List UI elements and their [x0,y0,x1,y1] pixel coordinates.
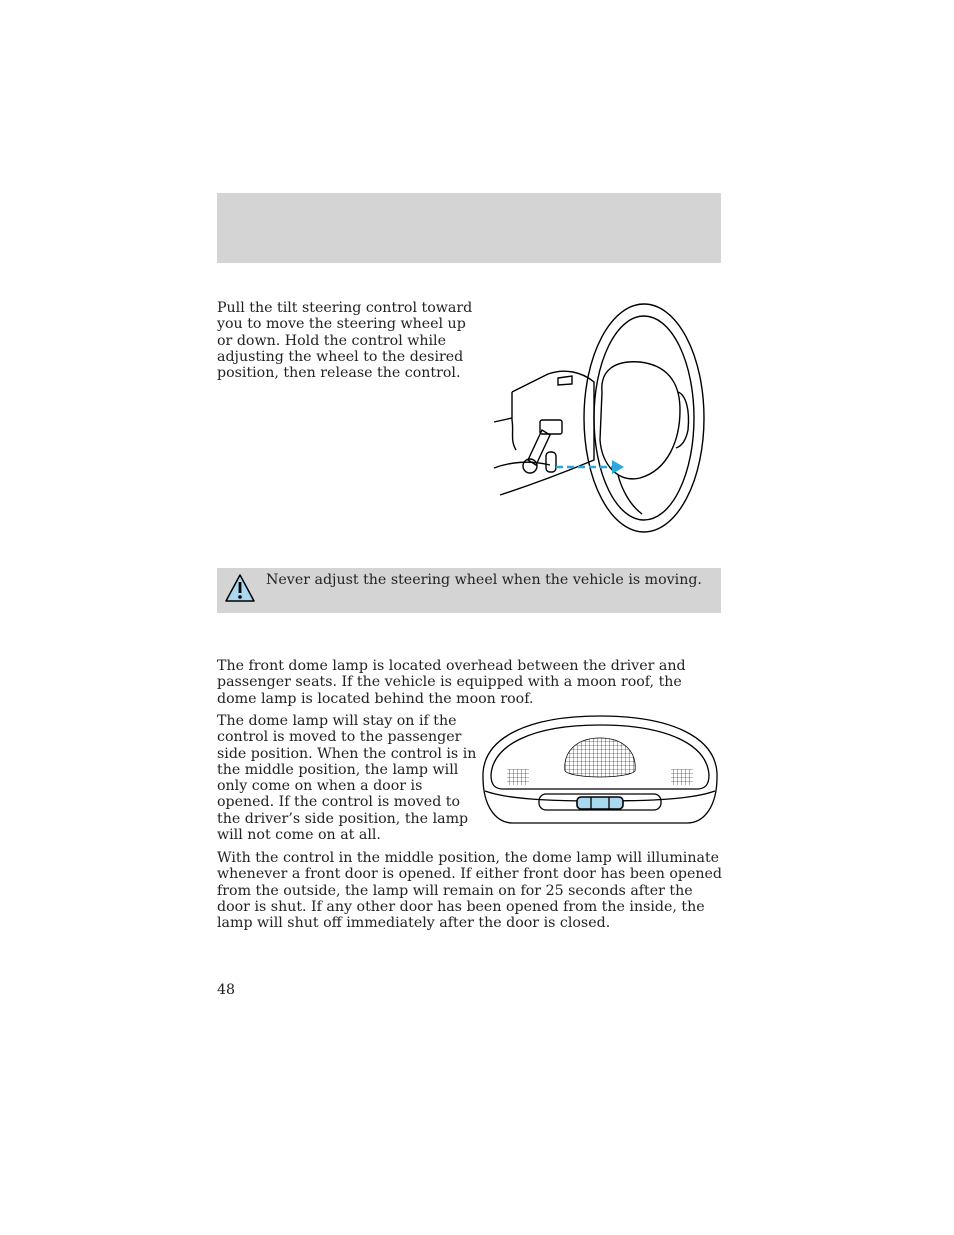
steering-wheel-illustration [490,300,710,536]
dome-lamp-location-paragraph: The front dome lamp is located overhead between the driver and passenger seats. If the vehicle is equipped with a moon roof, the dome lamp is located behind the moon roof. [217,658,686,707]
header-band [217,193,721,263]
dome-lamp-middle-position-paragraph: With the control in the middle position, the dome lamp will illuminate whenever a front door is opened. If either front door has been opened from the outside, the lamp will remain on for 25 seconds after the door is shut. If any other door has been opened from the inside, the lamp will shut off immediately after the door is closed. [217,850,722,932]
warning-text: Never adjust the steering wheel when the vehicle is moving. [266,572,702,588]
column-upper-edge [494,418,512,422]
dome-lamp-illustration [477,713,723,828]
warning-box [217,568,721,613]
dome-lamp-right-grid [671,769,693,785]
warning-triangle-icon [224,573,256,603]
steering-control [546,452,556,472]
steering-wheel-outer-rim [584,304,704,532]
dome-lamp-center-reflector [565,738,635,777]
dome-lamp-switch [577,797,623,809]
column-key-tab [558,376,572,385]
dome-lamp-left-grid [507,769,529,785]
dome-lamp-control-paragraph: The dome lamp will stay on if the control is moved to the passenger side position. When the control is in the middle position, the lamp will only come on when a door is opened. If the control is moved to the driver’s side position, the lamp will not come on at all. [217,713,477,844]
hub-lower-spoke [618,475,642,514]
hub-right-pad [676,392,689,448]
tilt-steering-paragraph: Pull the tilt steering control toward you to move the steering wheel up or down. Hold the control while adjusting the wheel to the desired position, then release the control. [217,300,473,382]
adjust-direction-arrowhead [612,460,624,474]
page-number: 48 [217,982,236,998]
tilt-lever-base [540,420,562,434]
column-cover [512,392,516,450]
column-lower-edge [494,462,550,468]
steering-wheel-inner-rim [594,316,694,520]
